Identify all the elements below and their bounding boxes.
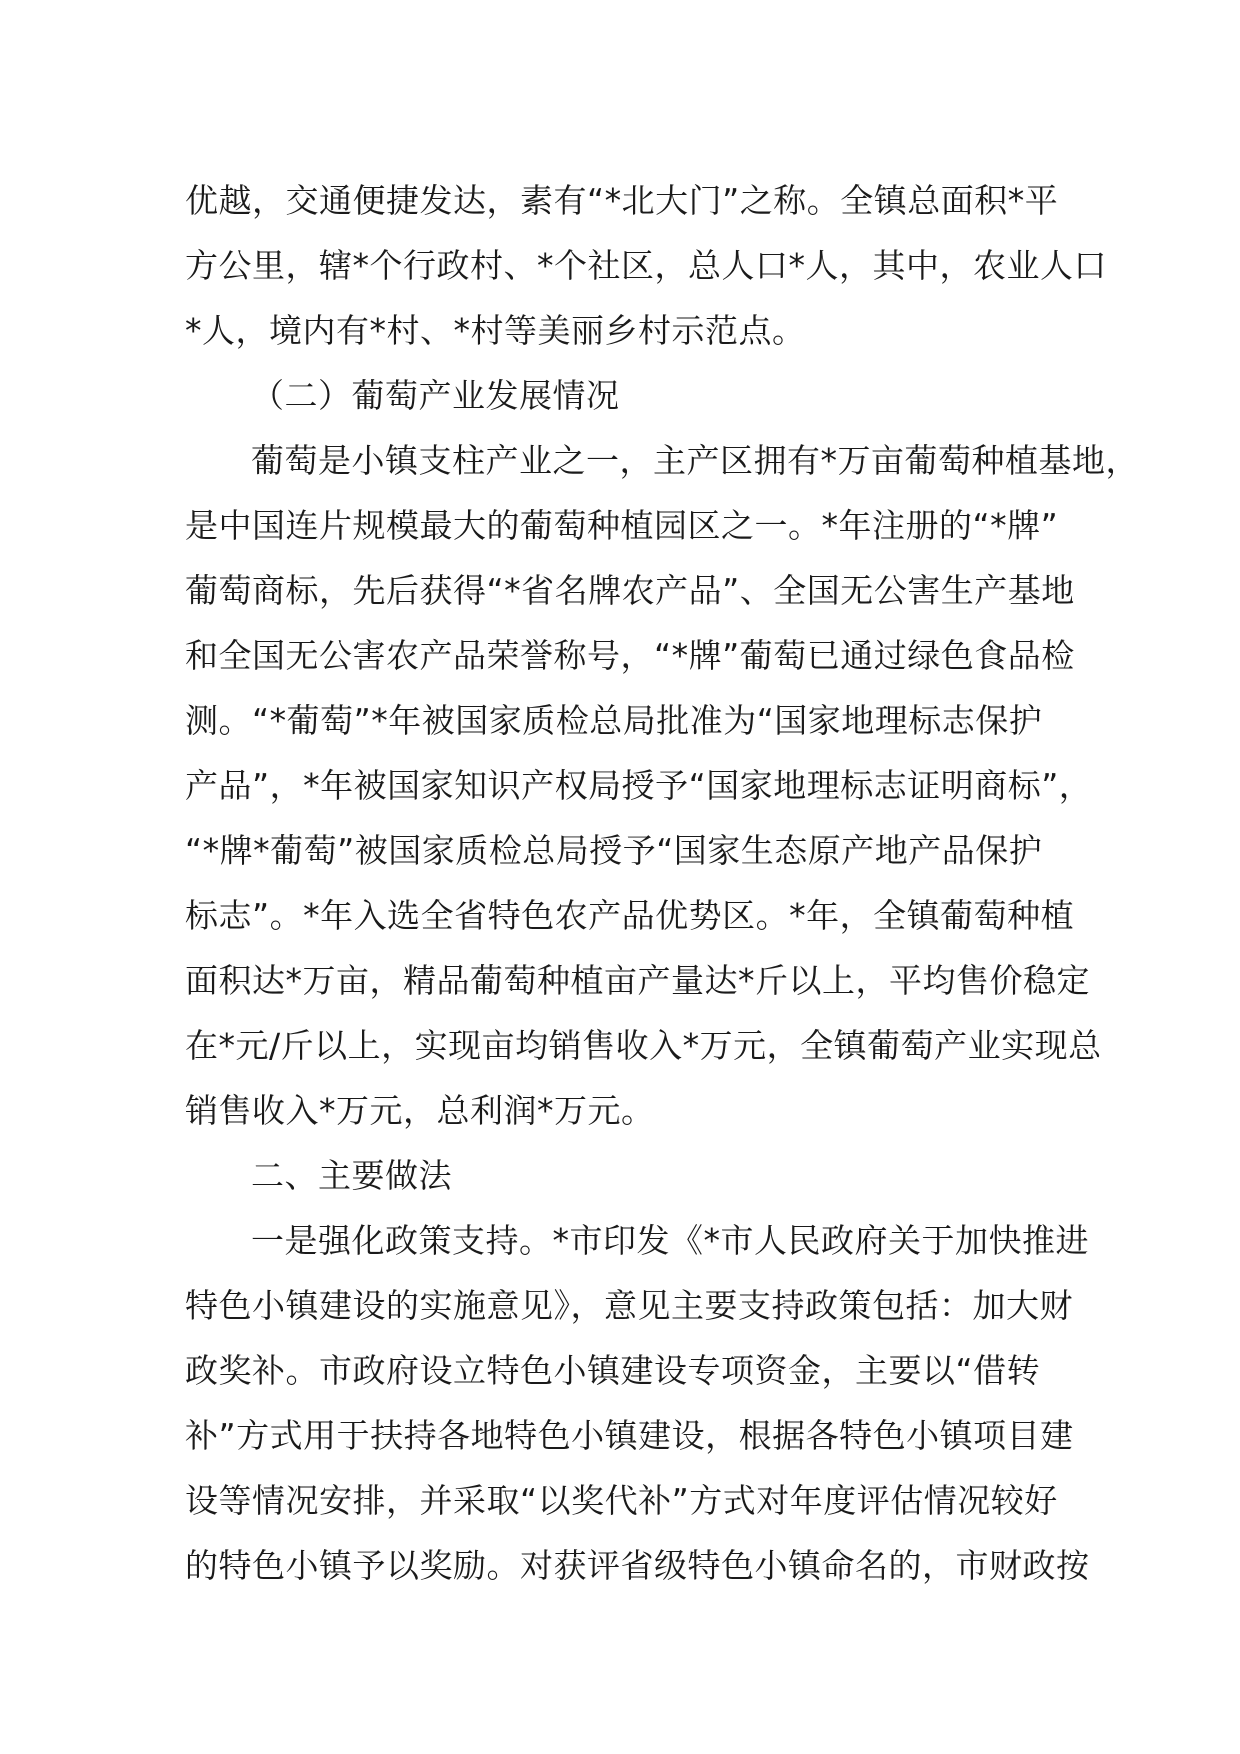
paragraph-line: 政奖补。市政府设立特色小镇建设专项资金，主要以“借转 bbox=[185, 1351, 1041, 1390]
paragraph-line: “*牌*葡萄”被国家质检总局授予“国家生态原产地产品保护 bbox=[185, 831, 1043, 870]
paragraph-line: 补”方式用于扶持各地特色小镇建设，根据各特色小镇项目建 bbox=[185, 1416, 1074, 1455]
paragraph-line: 和全国无公害农产品荣誉称号，“*牌”葡萄已通过绿色食品检 bbox=[185, 636, 1075, 675]
paragraph-line: 设等情况安排，并采取“以奖代补”方式对年度评估情况较好 bbox=[185, 1481, 1058, 1520]
paragraph-line: 葡萄商标，先后获得“*省名牌农产品”、全国无公害生产基地 bbox=[185, 571, 1075, 610]
paragraph-line: 面积达*万亩，精品葡萄种植亩产量达*斤以上，平均售价稳定 bbox=[185, 961, 1090, 1000]
paragraph-line: 特色小镇建设的实施意见》，意见主要支持政策包括：加大财 bbox=[185, 1286, 1073, 1325]
paragraph-line: 标志”。*年入选全省特色农产品优势区。*年，全镇葡萄种植 bbox=[185, 896, 1075, 935]
paragraph-line: 优越，交通便捷发达，素有“*北大门”之称。全镇总面积*平 bbox=[185, 181, 1059, 220]
paragraph-line: 葡萄是小镇支柱产业之一，主产区拥有*万亩葡萄种植基地， bbox=[251, 441, 1139, 480]
paragraph-line: 在*元/斤以上，实现亩均销售收入*万元，全镇葡萄产业实现总 bbox=[185, 1026, 1102, 1065]
section-heading: （二）葡萄产业发展情况 bbox=[251, 376, 620, 415]
paragraph-line: 的特色小镇予以奖励。对获评省级特色小镇命名的，市财政按 bbox=[185, 1546, 1090, 1585]
paragraph-line: 是中国连片规模最大的葡萄种植园区之一。*年注册的“*牌” bbox=[185, 506, 1059, 545]
paragraph-line: 一是强化政策支持。*市印发《*市人民政府关于加快推进 bbox=[251, 1221, 1089, 1260]
paragraph-line: 产品”，*年被国家知识产权局授予“国家地理标志证明商标”， bbox=[185, 766, 1093, 805]
paragraph-line: 方公里，辖*个行政村、*个社区，总人口*人，其中，农业人口 bbox=[185, 246, 1107, 285]
paragraph-line: *人，境内有*村、*村等美丽乡村示范点。 bbox=[185, 311, 806, 350]
paragraph-line: 测。“*葡萄”*年被国家质检总局批准为“国家地理标志保护 bbox=[185, 701, 1043, 740]
document-body bbox=[185, 168, 1139, 1598]
paragraph-line: 销售收入*万元，总利润*万元。 bbox=[185, 1091, 655, 1130]
section-heading: 二、主要做法 bbox=[251, 1156, 452, 1195]
